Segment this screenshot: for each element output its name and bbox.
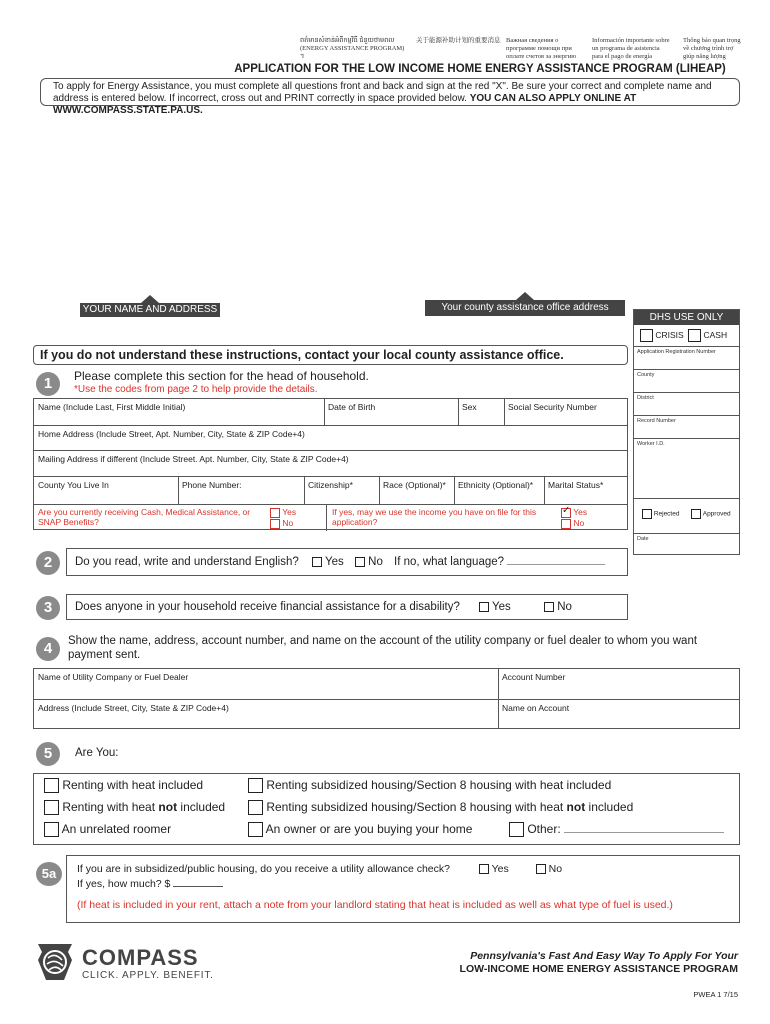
compass-logo-text: COMPASS xyxy=(82,945,199,970)
heat-included-note: (If heat is included in your rent, attach a note from your landlord stating that heat is included as well as what type of fuel is used.) xyxy=(77,899,673,911)
dhs-header: DHS USE ONLY xyxy=(634,310,739,325)
allowance-yes-checkbox[interactable] xyxy=(479,864,489,874)
section-number-5a: 5a xyxy=(36,862,62,886)
name-on-account-field[interactable]: Name on Account xyxy=(502,703,570,713)
dhs-date[interactable]: Date xyxy=(637,536,649,542)
ethnicity-field[interactable]: Ethnicity (Optional)* xyxy=(458,480,534,490)
disability-yes-label: Yes xyxy=(492,601,511,613)
income-no-checkbox[interactable] xyxy=(561,519,571,529)
rejected-checkbox[interactable] xyxy=(642,509,652,519)
section-number-5: 5 xyxy=(36,742,60,766)
income-no-label: No xyxy=(573,517,585,528)
subsidized-heat-included-checkbox[interactable] xyxy=(248,778,263,793)
section-number-2: 2 xyxy=(36,551,60,575)
renting-heat-not-included-label: Renting with heat not included xyxy=(62,800,226,814)
allowance-amount-input[interactable] xyxy=(173,886,223,887)
intro-text: To apply for Energy Assistance, you must complete all questions front and back and sign at the red "X". Be sure your correct and complete name and address is entered below. If incorrect, cross out and PRINT correctly in space provided below. xyxy=(53,81,712,104)
dhs-record-number[interactable]: Record Number xyxy=(634,416,739,439)
language-input[interactable] xyxy=(507,564,605,565)
dhs-panel xyxy=(633,309,740,555)
race-field[interactable]: Race (Optional)* xyxy=(383,480,446,490)
allowance-no-label: No xyxy=(548,863,563,875)
dob-field[interactable]: Date of Birth xyxy=(328,402,376,412)
benefits-yes-label: Yes xyxy=(282,507,297,517)
disability-no-label: No xyxy=(557,601,572,613)
section4-text: Show the name, address, account number, and name on the account of the utility company or fuel dealer to whom you want payment sent. xyxy=(68,635,698,661)
notice-khmer: ពត៌មានសំខាន់អំពីកម្មវិធី ជំនួយថាមពល (ENERGY ASSISTANCE PROGRAM) ។ xyxy=(300,37,405,60)
citizenship-field[interactable]: Citizenship* xyxy=(308,480,353,490)
income-yes-label: Yes xyxy=(573,507,588,517)
section-number-1: 1 xyxy=(36,372,60,396)
intro-online-link[interactable]: YOU CAN ALSO APPLY ONLINE AT WWW.COMPASS.STATE.PA.US. xyxy=(53,93,637,116)
your-name-address-tab: YOUR NAME AND ADDRESS xyxy=(80,303,220,317)
language-question: If no, what language? xyxy=(394,556,505,568)
subsidized-heat-not-included-label: Renting subsidized housing/Section 8 housing with heat not included xyxy=(266,800,634,814)
sex-field[interactable]: Sex xyxy=(462,402,477,412)
section3-box xyxy=(66,594,628,620)
compass-tagline: CLICK. APPLY. BENEFIT. xyxy=(82,970,214,981)
dhs-app-reg-number[interactable]: Application Registration Number xyxy=(634,347,739,370)
english-no-label: No xyxy=(368,556,383,568)
account-number-field[interactable]: Account Number xyxy=(502,672,566,682)
name-field[interactable]: Name (Include Last, First Middle Initial) xyxy=(38,402,186,412)
benefits-no-checkbox[interactable] xyxy=(270,519,280,529)
subsidized-heat-included-label: Renting subsidized housing/Section 8 housing with heat included xyxy=(266,778,612,792)
mailing-address-field[interactable]: Mailing Address if different (Include Street. Apt. Number, City, State & ZIP Code+4) xyxy=(38,454,349,464)
page-title: APPLICATION FOR THE LOW INCOME HOME ENERGY ASSISTANCE PROGRAM (LIHEAP) xyxy=(234,63,726,75)
owner-checkbox[interactable] xyxy=(248,822,263,837)
form-id: PWEA 1 7/15 xyxy=(693,990,738,999)
how-much-row: If yes, how much? $ xyxy=(77,878,223,890)
benefits-question: Are you currently receiving Cash, Medical Assistance, or SNAP Benefits? xyxy=(38,507,251,527)
other-label: Other: xyxy=(527,822,561,836)
arrow-up-icon xyxy=(141,295,159,303)
notice-spanish: Información importante sobre un programa de asistencia para el pago de energía xyxy=(592,37,670,60)
english-yes-label: Yes xyxy=(324,556,344,568)
home-address-field[interactable]: Home Address (Include Street, Apt. Number, City, State & ZIP Code+4) xyxy=(38,429,305,439)
renting-heat-not-included-checkbox[interactable] xyxy=(44,800,59,815)
other-input[interactable] xyxy=(564,832,724,833)
english-no-checkbox[interactable] xyxy=(355,557,365,567)
check-mark-icon: ✓ xyxy=(562,504,571,516)
owner-label: An owner or are you buying your home xyxy=(265,822,473,836)
ssn-field[interactable]: Social Security Number xyxy=(508,402,597,412)
english-yes-checkbox[interactable] xyxy=(312,557,322,567)
crisis-label: CRISIS xyxy=(655,329,684,340)
intro-box xyxy=(40,78,740,116)
disability-yes-checkbox[interactable] xyxy=(479,602,489,612)
marital-status-field[interactable]: Marital Status* xyxy=(548,480,604,490)
cash-label: CASH xyxy=(703,329,728,340)
disability-no-checkbox[interactable] xyxy=(544,602,554,612)
section-number-4: 4 xyxy=(36,637,60,661)
arrow-up-icon xyxy=(516,292,534,300)
cash-checkbox[interactable] xyxy=(688,329,701,342)
footer-line2: LOW-INCOME HOME ENERGY ASSISTANCE PROGRAM xyxy=(459,963,738,975)
approved-label: Approved xyxy=(702,510,731,518)
notice-chinese: 关于能源补助计划的重要消息 xyxy=(416,37,501,44)
housing-options-box xyxy=(33,773,740,845)
section-number-3: 3 xyxy=(36,596,60,620)
section1-subheading: *Use the codes from page 2 to help provide the details. xyxy=(74,384,318,395)
section2-box xyxy=(66,548,628,576)
section5a-box xyxy=(66,855,740,923)
crisis-checkbox[interactable] xyxy=(640,329,653,342)
section5-heading: Are You: xyxy=(75,747,119,759)
compass-keystone-logo xyxy=(34,940,76,982)
dhs-worker-id[interactable]: Worker I.D. xyxy=(634,439,739,499)
renting-heat-included-label: Renting with heat included xyxy=(62,778,204,792)
head-of-household-table xyxy=(33,398,628,530)
unrelated-roomer-checkbox[interactable] xyxy=(44,822,59,837)
county-office-tab: Your county assistance office address xyxy=(425,300,625,316)
subsidized-heat-not-included-checkbox[interactable] xyxy=(248,800,263,815)
utility-address-field[interactable]: Address (Include Street, City, State & ZIP Code+4) xyxy=(38,703,229,713)
english-question: Do you read, write and understand English? Yes No If no, what language? xyxy=(75,556,605,568)
benefits-no-label: No xyxy=(282,517,294,528)
income-question: If yes, may we use the income you have on file for this application? xyxy=(332,507,537,527)
utility-table xyxy=(33,668,740,729)
unrelated-roomer-label: An unrelated roomer xyxy=(61,822,172,836)
allowance-yes-label: Yes xyxy=(491,863,509,875)
rejected-label: Rejected xyxy=(653,510,680,518)
county-field[interactable]: County You Live In xyxy=(38,480,109,490)
disability-question: Does anyone in your household receive financial assistance for a disability? Yes No xyxy=(75,601,572,613)
utility-company-field[interactable]: Name of Utility Company or Fuel Dealer xyxy=(38,672,189,682)
notice-russian: Важная сведения о программе помощи при оплате счетов за энергию xyxy=(506,37,577,60)
renting-heat-included-checkbox[interactable] xyxy=(44,778,59,793)
instruction-banner: If you do not understand these instructions, contact your local county assistance office. xyxy=(33,345,628,365)
section1-heading: Please complete this section for the head of household. xyxy=(74,369,369,383)
footer-line1: Pennsylvania's Fast And Easy Way To Apply For Your xyxy=(470,950,738,962)
phone-field[interactable]: Phone Number: xyxy=(182,480,242,490)
row-name xyxy=(34,399,627,425)
notice-vietnamese: Thông báo quan trọng về chương trình trợ giúp năng lượng xyxy=(683,37,741,60)
allowance-no-checkbox[interactable] xyxy=(536,864,546,874)
income-yes-checkbox[interactable] xyxy=(561,504,571,518)
benefits-yes-checkbox[interactable] xyxy=(270,508,280,518)
utility-allowance-question: If you are in subsidized/public housing, do you receive a utility allowance check? Yes No xyxy=(77,863,563,875)
approved-checkbox[interactable] xyxy=(691,509,701,519)
dhs-county[interactable]: County xyxy=(634,370,739,393)
dhs-district[interactable]: District xyxy=(634,393,739,416)
other-checkbox[interactable] xyxy=(509,822,524,837)
